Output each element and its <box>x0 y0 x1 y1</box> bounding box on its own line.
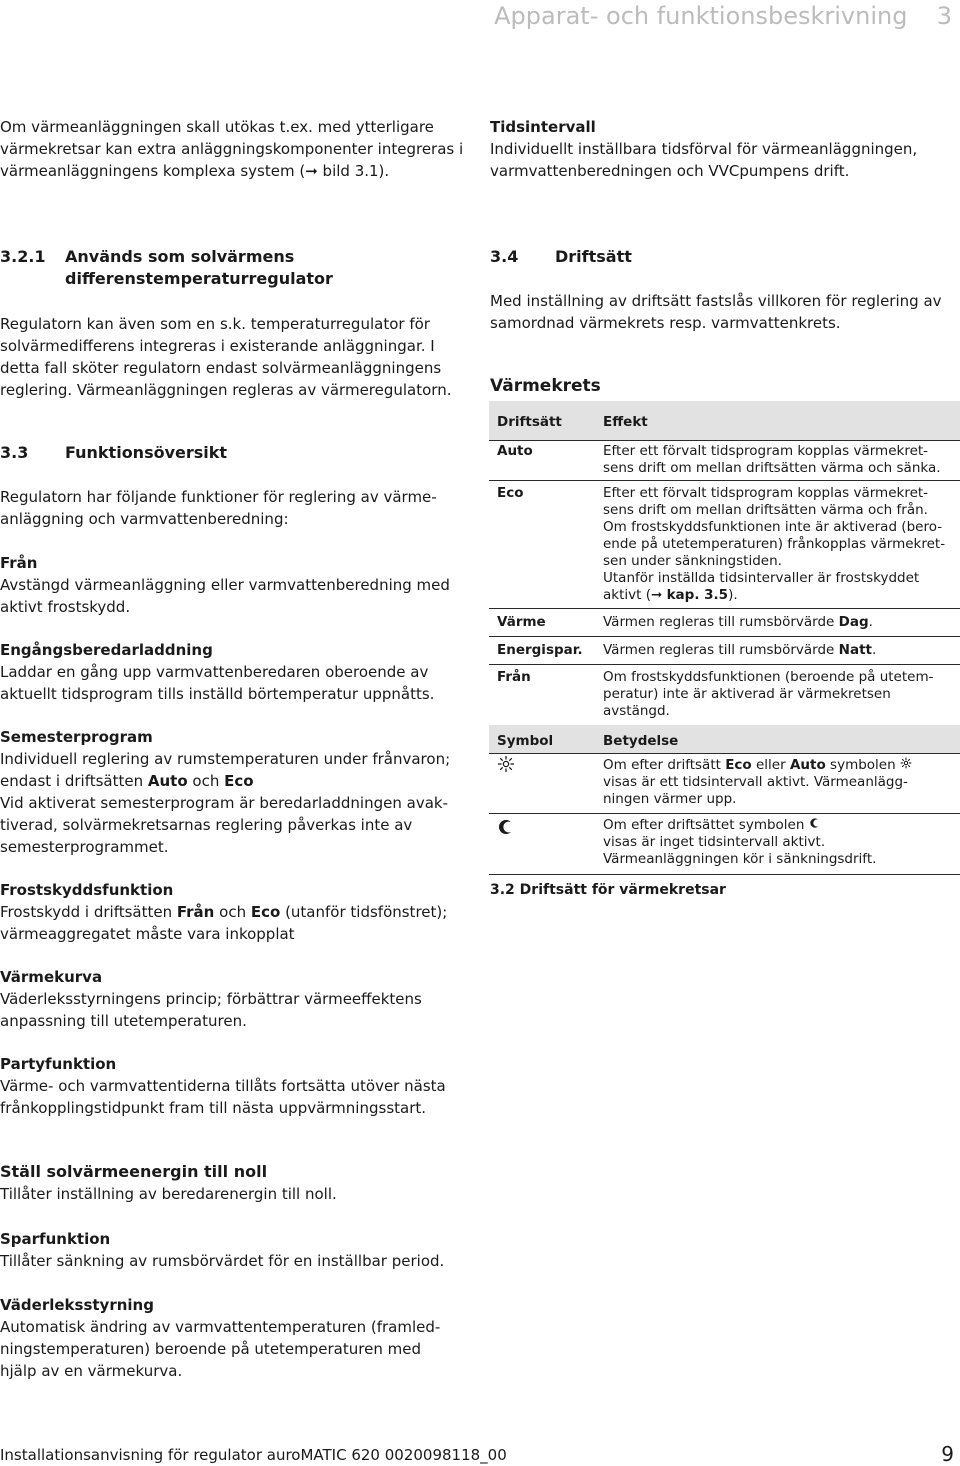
section-3-2-1-heading <box>0 246 480 290</box>
table-header-row <box>489 401 960 441</box>
effect-varme: Värmen regleras till rumsbörvärde Dag. <box>603 614 873 630</box>
stall-solvarme-block <box>0 1161 470 1205</box>
section-number: 3.3 <box>0 443 29 462</box>
section-title: Driftsätt <box>555 247 632 266</box>
section-3-4-body: Med inställning av driftsätt fastslås villkoren för reglering av samordnad värmekrets resp. varmvattenkrets. <box>490 292 942 332</box>
mode-varme: Värme <box>497 614 546 630</box>
sem-body-2: Vid aktiverat semesterprogram är beredarladdningen avak-tiverad, solvärmekretsarnas reglering påverkas inte av semesterprogrammet. <box>0 794 448 856</box>
moon-icon <box>497 818 515 840</box>
col-header-symbol: Symbol <box>497 733 554 749</box>
chapter-number: 3 <box>936 2 952 30</box>
sem-heading: Semesterprogram <box>0 728 153 746</box>
table-row-auto <box>489 440 960 481</box>
spar-body: Tillåter sänkning av rumsbörvärdet för en inställbar period. <box>0 1252 445 1270</box>
effect-auto: Efter ett förvalt tidsprogram kopplas värmekret-sens drift om mellan driftsätten värma och sänka. <box>603 443 941 476</box>
vk-heading: Värmekurva <box>0 968 103 986</box>
eng-heading: Engångsberedarladdning <box>0 641 213 659</box>
mode-energispar: Energispar. <box>497 642 583 658</box>
eng-body: Laddar en gång upp varmvattenberedaren oberoende av aktuellt tidsprogram tills inställd börtemperatur uppnåtts. <box>0 663 435 703</box>
section-title-line1: Används som solvärmens <box>65 247 295 266</box>
table-row-energispar <box>489 636 960 665</box>
section-3-2-1-body: Regulatorn kan även som en s.k. temperaturregulator för solvärmedifferens integreras i existerande anläggningar. I detta fall sköter regulatorn endast solvärmeanläggningens reglering. Värmeanläggningen regleras av värmeregulatorn. <box>0 315 452 399</box>
fran-block <box>0 552 470 618</box>
col-header-effekt: Effekt <box>603 414 648 430</box>
tid-body: Individuellt inställbara tidsförval för värmeanläggningen, varmvattenberedningen och VVCpumpens drift. <box>490 140 918 180</box>
effect-energispar: Värmen regleras till rumsbörvärde Natt. <box>603 642 877 658</box>
sun-icon <box>497 755 515 777</box>
section-title: Funktionsöversikt <box>65 443 228 462</box>
varmekurva-block <box>0 966 450 1032</box>
section-3-3-heading <box>0 442 480 464</box>
fran-heading: Från <box>0 554 38 572</box>
mode-eco: Eco <box>497 485 524 501</box>
vader-body: Automatisk ändring av varmvattentemperaturen (framled-ningstemperaturen) beroende på utetemperaturen med hjälp av en värmekurva. <box>0 1318 441 1380</box>
table-row-fran <box>489 664 960 726</box>
mode-auto: Auto <box>497 443 533 459</box>
frostskydd-block <box>0 879 470 945</box>
page-number: 9 <box>941 1442 954 1466</box>
varmekrets-title: Värmekrets <box>490 376 601 396</box>
col-header-betydelse: Betydelse <box>603 733 679 749</box>
meaning-sun: Om efter driftsätt Eco eller Auto symbolen visas är ett tidsintervall aktivt. Värmeanlägg-ningen värmer upp. <box>603 757 953 808</box>
vader-heading: Väderleksstyrning <box>0 1296 154 1314</box>
party-body: Värme- och varmvattentiderna tillåts fortsätta utöver nästa frånkopplingstidpunkt fram till nästa uppvärmningsstart. <box>0 1077 446 1117</box>
section-number: 3.4 <box>490 247 519 266</box>
intro-paragraph: Om värmeanläggningen skall utökas t.ex. med ytterligare värmekretsar kan extra anläggningskomponenter integreras i värmeanläggningens komplexa system (➞ bild 3.1). <box>0 118 464 180</box>
table-subheader-row <box>489 725 960 754</box>
section-number: 3.2.1 <box>0 247 46 266</box>
sun-icon <box>900 757 912 774</box>
driftsatt-table <box>489 401 960 875</box>
stall-heading: Ställ solvärmeenergin till noll <box>0 1162 268 1181</box>
footer-text: Installationsanvisning för regulator auroMATIC 620 0020098118_00 <box>0 1446 507 1464</box>
party-heading: Partyfunktion <box>0 1055 117 1073</box>
section-3-3-body: Regulatorn har följande funktioner för reglering av värme-anläggning och varmvattenberedning: <box>0 488 437 528</box>
tidsintervall-block <box>490 116 955 182</box>
frost-body: Frostskydd i driftsätten Från och Eco (utanför tidsfönstret); värmeaggregatet måste vara inkopplat <box>0 903 448 943</box>
effect-fran: Om frostskyddsfunktionen (beroende på utetem-peratur) inte är aktiverad är värmekretsen avstängd. <box>603 669 934 719</box>
vk-body: Väderleksstyrningens princip; förbättrar värmeeffektens anpassning till utetemperaturen. <box>0 990 422 1030</box>
semesterprogram-block <box>0 726 470 858</box>
moon-icon <box>809 817 821 834</box>
fran-body: Avstängd värmeanläggning eller varmvattenberedning med aktivt frostskydd. <box>0 576 450 616</box>
effect-eco: Efter ett förvalt tidsprogram kopplas värmekret-sens drift om mellan driftsätten värma och från. Om frostskyddsfunktionen inte är aktiverad (bero-ende på utetemperaturen) frånkopplas värmekret-sen under sänkningstiden. Utanför inställda tidsintervaller är frostskyddet aktivt (➞ kap. 3.5). <box>603 485 946 603</box>
vaderleksstyrning-block <box>0 1294 460 1382</box>
section-3-4-heading <box>490 246 950 268</box>
col-header-driftsatt: Driftsätt <box>497 414 562 430</box>
table-row-eco <box>489 480 960 609</box>
table-caption: 3.2 Driftsätt för värmekretsar <box>490 882 726 898</box>
chapter-header <box>494 2 952 30</box>
partyfunktion-block <box>0 1053 470 1119</box>
spar-heading: Sparfunktion <box>0 1230 111 1248</box>
engangsberedarladdning-block <box>0 639 475 705</box>
section-title-line2: differenstemperaturregulator <box>65 269 333 288</box>
meaning-moon: Om efter driftsättet symbolen visas är inget tidsintervall aktivt. Värmeanläggningen kör i sänkningsdrift. <box>603 817 877 867</box>
sem-body-1: Individuell reglering av rumstemperaturen under frånvaron; endast i driftsätten Auto och Eco <box>0 750 451 790</box>
chapter-title: Apparat- och funktionsbeskrivning <box>494 2 908 30</box>
mode-fran: Från <box>497 669 531 685</box>
table-row-varme <box>489 608 960 637</box>
tid-heading: Tidsintervall <box>490 118 596 136</box>
stall-body: Tillåter inställning av beredarenergin till noll. <box>0 1185 337 1203</box>
table-row-moon <box>489 813 960 875</box>
frost-heading: Frostskyddsfunktion <box>0 881 174 899</box>
sparfunktion-block <box>0 1228 470 1272</box>
table-row-sun <box>489 753 960 814</box>
